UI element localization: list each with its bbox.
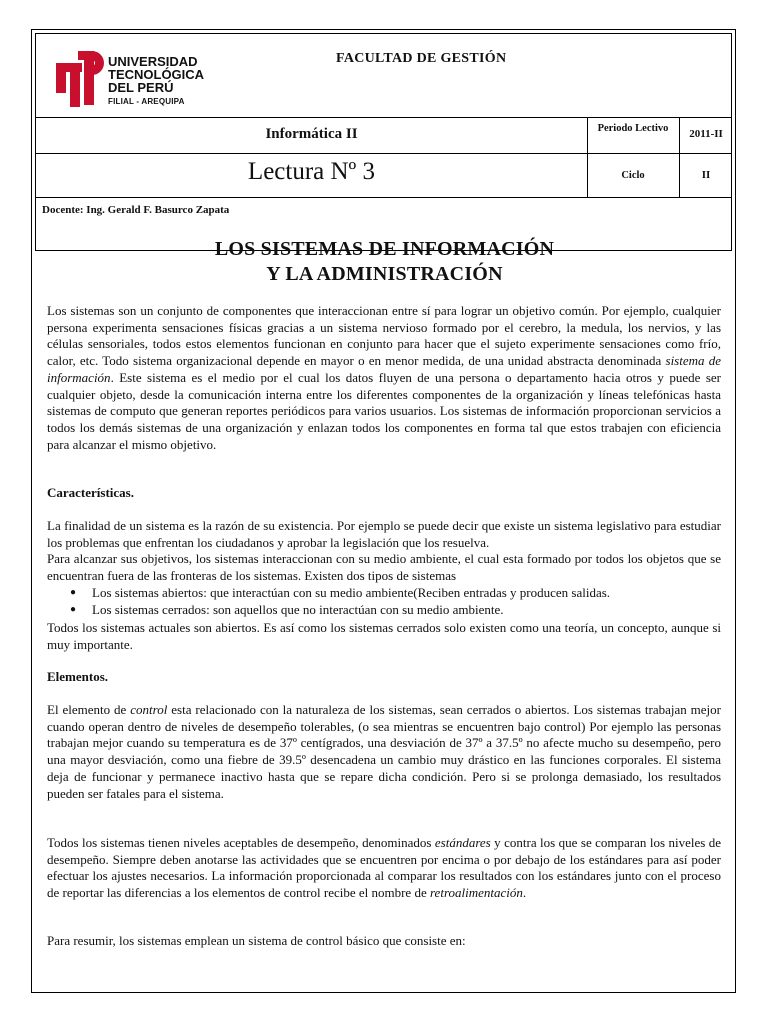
- header-row-course: [36, 118, 731, 154]
- elementos-paragraph-3: Para resumir, los sistemas emplean un sistema de control básico que consiste en:: [47, 933, 466, 948]
- document-page: [31, 29, 736, 993]
- filial-label: FILIAL - AREQUIPA: [108, 97, 185, 106]
- utp-logo-icon: [54, 49, 104, 107]
- header-row-institution: [36, 34, 731, 118]
- elementos-paragraph-1: El elemento de control esta relacionado con la naturaleza de los sistemas, sean cerrados o abiertos. Los sistemas trabajan mejor cuando operan dentro de niveles de desempeño tolerables, (o sea mientras se encuentren bajo control) Por ejemplo las personas trabajan mejor cuando su temperatura es de 37º centígrados, una desviación de 37º a 37.5º no afecte mucho su desempeño, pero una mayor desviación, como una fiebre de 39.5º desencadena un cambio muy drástico en las funciones corporales. El sistema deja de funcionar y permanece inactivo hasta que se repare dicha condición. Pero si se prolonga demasiado, los resultados pueden ser fatales para el sistema.: [47, 702, 721, 801]
- title-line1: LOS SISTEMAS DE INFORMACIÓN: [214, 238, 555, 260]
- list-item: ● Los sistemas abiertos: que interactúan con su medio ambiente(Reciben entradas y producen salidas.: [47, 585, 721, 602]
- ciclo-label: Ciclo: [621, 170, 645, 181]
- university-name: [108, 55, 204, 94]
- university-name-line1: UNIVERSIDAD: [108, 54, 198, 69]
- faculty-name: FACULTAD DE GESTIÓN: [336, 51, 507, 66]
- document-title: [32, 237, 737, 287]
- elementos-heading: Elementos.: [47, 669, 109, 684]
- list-item: ● Los sistemas cerrados: son aquellos que no interactúan con su medio ambiente.: [47, 602, 721, 619]
- docente-label: Docente: Ing. Gerald F. Basurco Zapata: [42, 204, 230, 216]
- periodo-label: Periodo Lectivo: [597, 123, 669, 134]
- header-row-lecture: [36, 154, 731, 198]
- lecture-number: Lectura Nº 3: [247, 158, 376, 185]
- intro-paragraph: Los sistemas son un conjunto de componentes que interaccionan entre sí para lograr un objetivo común. Por ejemplo, cualquier persona experimenta sensaciones físicas gracias a un sistema nervioso formado por el cerebro, la medula, los nervios, y las células sensoriales, todos estos elementos funcionan en conjunto para hacer que el sujeto experimente sensaciones como frío, calor, etc. Todo sistema organizacional depende en mayor o en menor medida, de una unidad abstracta denominada sistema de información. Este sistema es el medio por el cual los datos fluyen de una persona o departamento hacia otros y puede ser cualquier objeto, desde la comunicación interna entre los diferentes componentes de la organización y líneas telefónicas hasta sistemas de computo que generan reportes periódicos para varios usuarios. Los sistemas de información proporcionan servicios a todos los demás sistemas de una organización y enlazan todos los componentes en forma tal que estos trabajen con eficiencia para alcanzar el mismo objetivo.: [47, 303, 721, 452]
- caracteristicas-paragraph-2: Para alcanzar sus objetivos, los sistemas interaccionan con su medio ambiente, el cual esta formado por todos los objetos que se encuentran fuera de las fronteras de los sistemas. Existen dos tipos de sistemas: [47, 551, 721, 583]
- title-line2: Y LA ADMINISTRACIÓN: [266, 263, 503, 285]
- ciclo-value: II: [701, 169, 711, 181]
- university-name-line3: DEL PERÚ: [108, 80, 174, 95]
- caracteristicas-heading: Características.: [47, 485, 134, 500]
- header-table: [35, 33, 732, 251]
- university-name-line2: TECNOLÓGICA: [108, 67, 205, 82]
- header-row-docente: [36, 198, 731, 222]
- caracteristicas-paragraph-3: Todos los sistemas actuales son abiertos. Es así como los sistemas cerrados solo existen como una teoría, un concepto, aunque si muy importante.: [47, 620, 721, 652]
- course-name: Informática II: [265, 126, 358, 142]
- caracteristicas-paragraph-1: La finalidad de un sistema es la razón de su existencia. Por ejemplo se puede decir que existe un sistema legislativo para estudiar los problemas que enfrentan los ciudadanos y aprobar la legislación que los resuelva.: [47, 518, 721, 550]
- elementos-paragraph-2: Todos los sistemas tienen niveles aceptables de desempeño, denominados estándares y contra los que se comparan los niveles de desempeño. Siempre deben anotarse las actividades que se encuentren por encima o por debajo de los estándares para así poder efectuar los ajustes necesarios. La información proporcionada al comparar los resultados con los estándares junto con el proceso de reportar las diferencias a los elementos de control recibe el nombre de retroalimentación.: [47, 835, 722, 901]
- periodo-value: 2011-II: [689, 128, 723, 140]
- system-types-list: [47, 585, 721, 618]
